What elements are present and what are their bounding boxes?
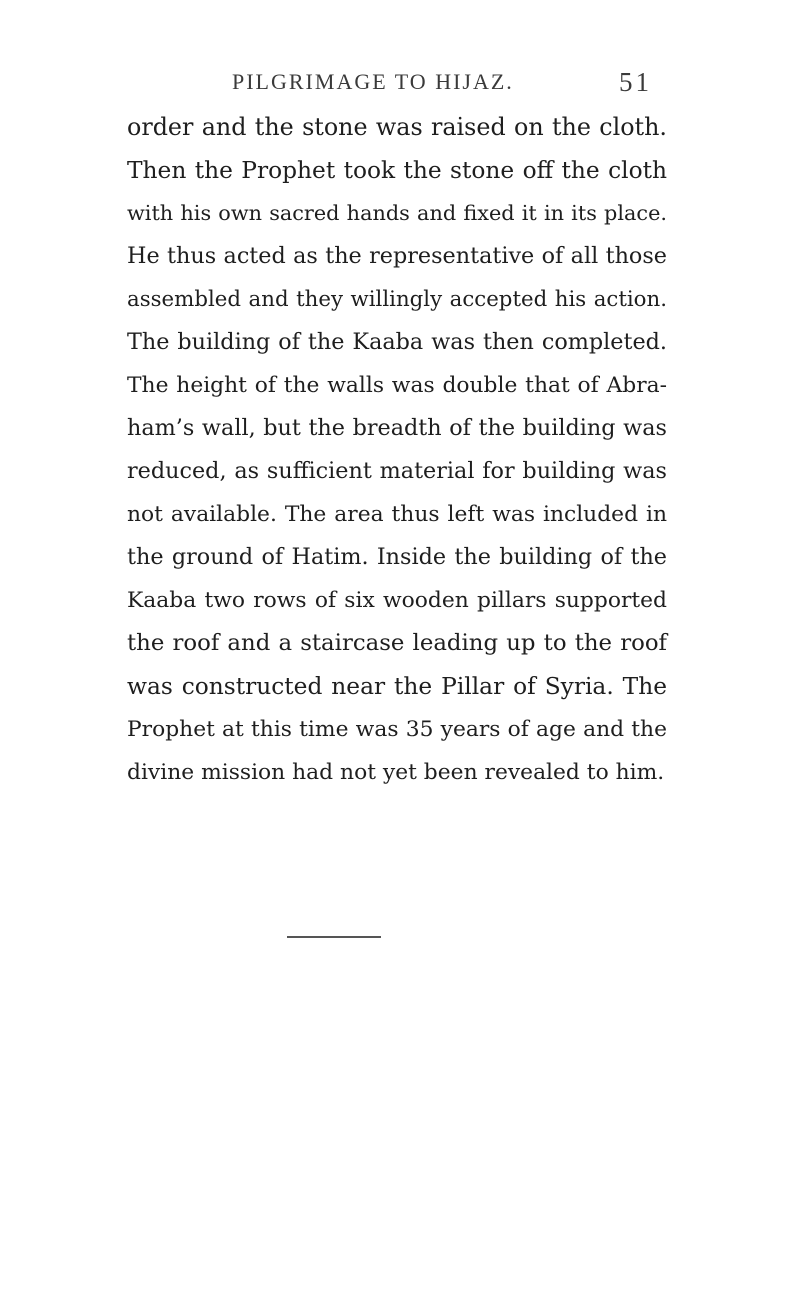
text-line: with his own sacred hands and fixed it in its place. (127, 201, 667, 225)
text-line: was constructed near the Pillar of Syria. The (127, 673, 667, 700)
section-end-rule (287, 936, 381, 938)
running-title: PILGRIMAGE TO HIJAZ. (232, 69, 514, 94)
text-line: Then the Prophet took the stone off the cloth (127, 157, 667, 184)
body-paragraph (127, 106, 667, 794)
text-line: the roof and a staircase leading up to the roof (127, 630, 667, 656)
text-line: assembled and they willingly accepted his action. (127, 287, 667, 312)
text-line: divine mission had not yet been revealed to him. (127, 760, 665, 785)
text-line: The height of the walls was double that of Abra- (127, 373, 667, 398)
text-line: reduced, as sufficient material for building was (127, 458, 667, 484)
running-header (232, 62, 652, 102)
text-line: order and the stone was raised on the cloth. (127, 113, 667, 141)
text-line: He thus acted as the representative of all those (127, 243, 667, 269)
page-number: 51 (619, 66, 652, 97)
text-line: The building of the Kaaba was then completed. (127, 329, 667, 355)
text-line: ham’s wall, but the breadth of the building was (127, 415, 667, 441)
text-line: the ground of Hatim. Inside the building of the (127, 544, 667, 570)
text-line: not available. The area thus left was included in (127, 502, 667, 527)
text-line: Prophet at this time was 35 years of age and the (127, 717, 667, 742)
text-line: Kaaba two rows of six wooden pillars supported (127, 588, 667, 613)
